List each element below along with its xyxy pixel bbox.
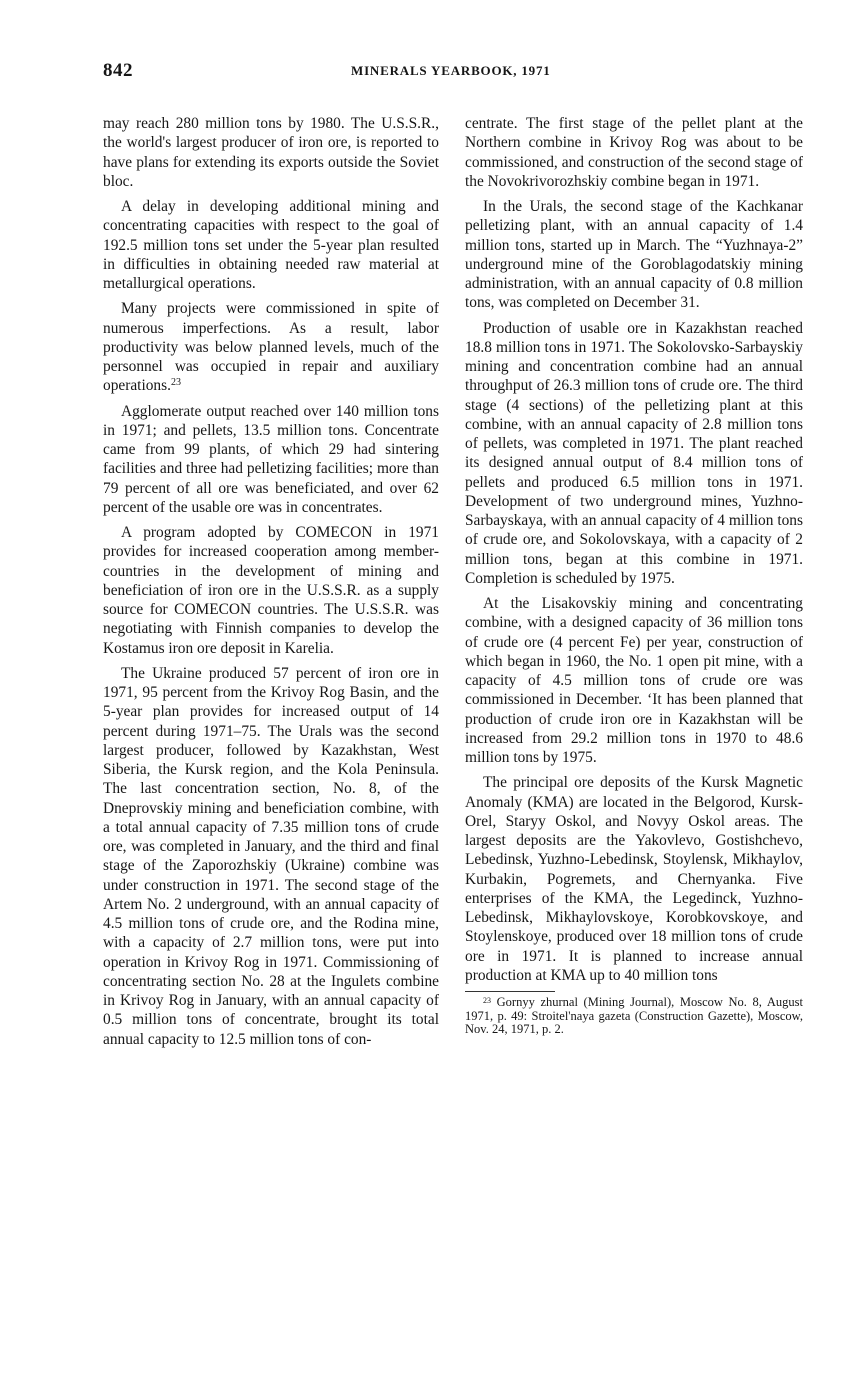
page-number: 842 [103,60,133,81]
footnote-divider [465,991,555,992]
paragraph: The principal ore deposits of the Kursk Magnetic Anomaly (KMA) are located in the Belgorod, Kursk-Orel, Staryy Oskol, and Novyy Oskol areas. The largest deposits are the Yakovlevo, Gostishchevo, Lebedinsk, Yuzhno-Lebedinsk, Stoylensk, Mikhaylov, Kurbakin, Pogremets, and Chernyanka. Five enterprises of the KMA, the Legedinck, Yuzhno-Lebedinsk, Mikhaylovskoye, Korobkovskoye, and Stoylenskoye, produced over 18 million tons of crude ore in 1971. It is planned to increase annual production at KMA up to 40 million tons [465,774,803,984]
footnote-reference: 23 [170,377,181,389]
paragraph: Production of usable ore in Kazakhstan reached 18.8 million tons in 1971. The Sokolovsko-Sarbayskiy mining and concentration combine had an annual throughput of 26.3 million tons of crude ore. The third stage (4 sections) of the pelletizing plant at this combine, with an annual capacity of 2.8 million tons of pellets, was completed in 1971. The plant reached its designed annual output of 8.4 million tons of pellets and produced 6.5 million tons in 1971. Development of two underground mines, Yuzhno-Sarbayskaya, with an annual capacity of 4 million tons of crude ore, and Sokolovskaya, with a capacity of 2 million tons, began at this combine in 1971. Completion is scheduled by 1975. [465,319,803,587]
left-column [103,114,439,1055]
paragraph: At the Lisakovskiy mining and concentrating combine, with a designed capacity of 36 million tons of crude ore (4 percent Fe) per year, construction of which began in 1960, the No. 1 open pit mine, with a capacity of 4.5 million tons of crude ore was commissioned in December. ‘It has been planned that production of crude iron ore in Kazakhstan will be increased from 29.2 million tons in 1970 to 48.6 million tons by 1975. [465,595,803,766]
paragraph: The Ukraine produced 57 percent of iron ore in 1971, 95 percent from the Krivoy Rog Basin, and the 5-year plan provides for increased output of 14 percent during 1971–75. The Urals was the second largest producer, followed by Kazakhstan, West Siberia, the Kursk region, and the Kola Peninsula. The last concentration section, No. 8, of the Dneprovskiy mining and beneficiation combine, with a total annual capacity of 7.35 million tons of crude ore, was completed in January, and the third and final stage of the Zaporozhskiy (Ukraine) combine was under construction in 1971. The second stage of the Artem No. 2 underground, with an annual capacity of 4.5 million tons of crude ore, and the Rodina mine, with a capacity of 2.7 million tons, were put into operation in Krivoy Rog in 1971. Commissioning of concentrating section No. 28 at the Ingulets combine in Krivoy Rog in January, with an annual capacity of 0.5 million tons of concentrate, brought its total annual capacity to 12.5 million tons of con- [103,664,439,1048]
running-title: MINERALS YEARBOOK, 1971 [351,63,551,78]
paragraph: In the Urals, the second stage of the Kachkanar pelletizing plant, with an annual capacity of 1.4 million tons, started up in March. The “Yuzhnaya-2” underground mine of the Goroblagodatskiy mining administration, with an annual capacity of 0.8 million tons, was completed on December 31. [465,198,803,312]
paragraph: Agglomerate output reached over 140 million tons in 1971; and pellets, 13.5 million tons. Concentrate came from 99 plants, of which 29 had sintering facilities and three had pelletizing facilities; more than 79 percent of all ore was beneficiated, and over 62 percent of the usable ore was in concentrates. [103,402,439,516]
footnote [465,996,803,1037]
right-column [465,114,803,1043]
footnote-mark: 23 [483,996,491,1005]
paragraph: may reach 280 million tons by 1980. The U.S.S.R., the world's largest producer of iron ore, is reported to have plans for extending its exports outside the Soviet bloc. [103,115,439,190]
paragraph [103,299,439,395]
paragraph: A delay in developing additional mining and concentrating capacities with respect to the goal of 192.5 million tons set under the 5-year plan resulted in difficulties in obtaining needed raw material at metallurgical operations. [103,198,439,292]
paragraph-text: Many projects were commissioned in spite of numerous imperfections. As a result, labor productivity was below planned levels, much of the personnel was occupied in repair and auxiliary operations. [103,300,439,395]
paragraph: centrate. The first stage of the pellet plant at the Northern combine in Krivoy Rog was about to be commissioned, and construction of the second stage of the Novokrivorozhskiy combine began in 1971. [465,115,803,190]
footnote-text: Gornyy zhurnal (Mining Journal), Moscow No. 8, August 1971, p. 49: Stroitel'naya gazeta (Construction Gazette), Moscow, Nov. 24, 1971, p. 2. [465,995,803,1036]
page-header [103,60,803,84]
paragraph: A program adopted by COMECON in 1971 provides for increased cooperation among member-countries in the development of mining and beneficiation of iron ore in the U.S.S.R. as a supply source for COMECON countries. The U.S.S.R. was negotiating with Finnish companies to develop the Kostamus iron ore deposit in Karelia. [103,524,439,657]
